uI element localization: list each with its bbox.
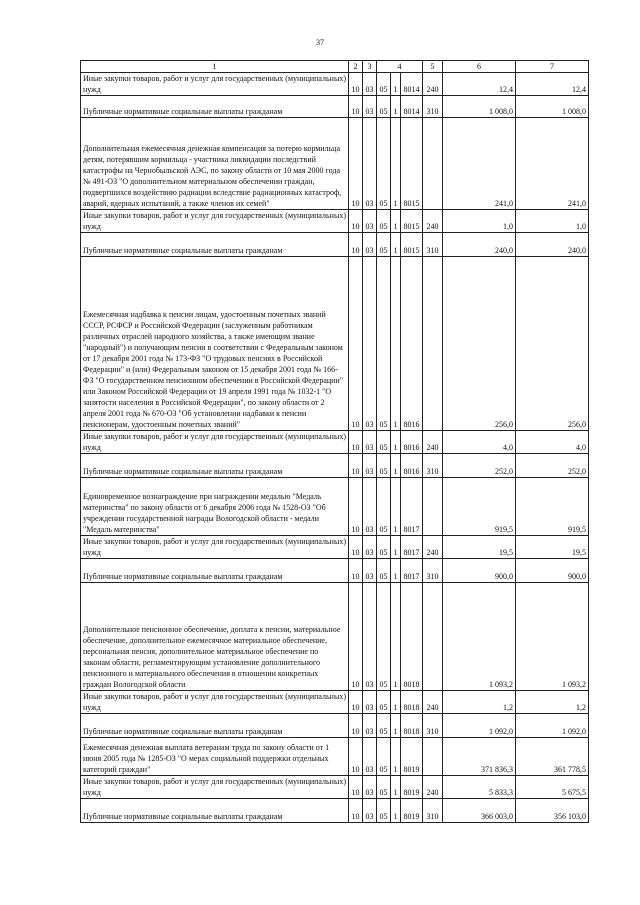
row-cell-c4a: 05 <box>377 96 391 118</box>
row-cell-c4b: 1 <box>391 73 401 96</box>
row-cell-c4c: 8015 <box>401 233 423 257</box>
row-cell-c3: 03 <box>363 536 377 559</box>
row-cell-c4b: 1 <box>391 799 401 823</box>
row-name-cell: Публичные нормативные социальные выплаты гражданам <box>81 454 349 478</box>
row-cell-c4c: 8019 <box>401 799 423 823</box>
row-cell-c5: 240 <box>423 431 443 454</box>
row-cell-c6: 12,4 <box>443 73 516 96</box>
row-cell-c3: 03 <box>363 714 377 738</box>
row-cell-c6: 1,0 <box>443 210 516 233</box>
row-cell-c2: 10 <box>349 536 363 559</box>
row-cell-c5: 310 <box>423 799 443 823</box>
row-cell-c3: 03 <box>363 559 377 583</box>
table-row <box>81 210 589 233</box>
row-cell-c4c: 8017 <box>401 478 423 536</box>
table-row <box>81 799 589 823</box>
row-cell-c3: 03 <box>363 73 377 96</box>
row-name-cell: Иные закупки товаров, работ и услуг для государственных (муниципальных) нужд <box>81 431 349 454</box>
row-cell-c4b: 1 <box>391 583 401 691</box>
row-cell-c4b: 1 <box>391 96 401 118</box>
row-cell-c5: 310 <box>423 96 443 118</box>
table-row <box>81 559 589 583</box>
row-cell-c2: 10 <box>349 233 363 257</box>
row-cell-c3: 03 <box>363 431 377 454</box>
row-name-cell: Ежемесячная денежная выплата ветеранам труда по закону области от 1 июня 2005 года № 1285-ОЗ "О мерах социальной поддержки отдельных категорий граждан" <box>81 738 349 776</box>
row-cell-c4b: 1 <box>391 233 401 257</box>
row-cell-c6: 19,5 <box>443 536 516 559</box>
row-name-cell: Иные закупки товаров, работ и услуг для государственных (муниципальных) нужд <box>81 691 349 714</box>
row-cell-c4a: 05 <box>377 691 391 714</box>
row-cell-c4b: 1 <box>391 691 401 714</box>
row-cell-c6: 252,0 <box>443 454 516 478</box>
row-cell-c7: 19,5 <box>516 536 589 559</box>
row-cell-c4c: 8016 <box>401 257 423 431</box>
row-cell-c2: 10 <box>349 478 363 536</box>
row-cell-c3: 03 <box>363 583 377 691</box>
row-cell-c2: 10 <box>349 257 363 431</box>
row-cell-c7: 361 778,5 <box>516 738 589 776</box>
row-cell-c5: 310 <box>423 454 443 478</box>
row-cell-c6: 1 008,0 <box>443 96 516 118</box>
row-cell-c4b: 1 <box>391 714 401 738</box>
row-cell-c4a: 05 <box>377 257 391 431</box>
row-cell-c4c: 8018 <box>401 583 423 691</box>
row-name-cell: Иные закупки товаров, работ и услуг для государственных (муниципальных) нужд <box>81 536 349 559</box>
table-row <box>81 478 589 536</box>
row-cell-c3: 03 <box>363 799 377 823</box>
row-cell-c2: 10 <box>349 454 363 478</box>
row-cell-c4a: 05 <box>377 738 391 776</box>
row-cell-c7: 356 103,0 <box>516 799 589 823</box>
row-name-cell: Иные закупки товаров, работ и услуг для государственных (муниципальных) нужд <box>81 73 349 96</box>
row-cell-c7: 240,0 <box>516 233 589 257</box>
row-name-cell: Дополнительное пенсионное обеспечение, доплата к пенсии, материальное обеспечение, дополнительное ежемесячное материальное обеспечение, персональная пенсия, дополнительное материальное обеспечение по законам области, регламентирующим установление дополнительного пенсионного и материального обеспечения в отношении конкретных граждан Вологодской области <box>81 583 349 691</box>
row-cell-c4c: 8016 <box>401 431 423 454</box>
row-name-cell: Публичные нормативные социальные выплаты гражданам <box>81 799 349 823</box>
row-cell-c4b: 1 <box>391 210 401 233</box>
row-cell-c4a: 05 <box>377 210 391 233</box>
row-cell-c3: 03 <box>363 233 377 257</box>
row-cell-c6: 1,2 <box>443 691 516 714</box>
row-cell-c4b: 1 <box>391 454 401 478</box>
row-cell-c4b: 1 <box>391 738 401 776</box>
row-cell-c3: 03 <box>363 478 377 536</box>
row-cell-c2: 10 <box>349 691 363 714</box>
row-cell-c2: 10 <box>349 210 363 233</box>
row-cell-c3: 03 <box>363 96 377 118</box>
row-cell-c6: 256,0 <box>443 257 516 431</box>
row-cell-c7: 1 008,0 <box>516 96 589 118</box>
table-row <box>81 96 589 118</box>
row-cell-c7: 1 092,0 <box>516 714 589 738</box>
row-cell-c4b: 1 <box>391 536 401 559</box>
row-cell-c3: 03 <box>363 691 377 714</box>
row-name-cell: Ежемесячная надбавка к пенсии лицам, удостоенным почетных званий СССР, РСФСР и Российской Федерации (заслуженным работникам различных отраслей народного хозяйства, а также имеющим звание "народный") и получающим пенсии в соответствии с Федеральным законом от 17 декабря 2001 года № 173-ФЗ "О трудовых пенсиях в Российской Федерации" и (или) Федеральным законом от 15 декабря 2001 года № 166-ФЗ "О государственном пенсионном обеспечении в Российской Федерации" или Законом Российской Федерации от 19 апреля 1991 года № 1032-1 "О занятости населения в Российской Федерации", по закону области от 2 апреля 2001 года № 670-ОЗ "Об установлении надбавки к пенсии пенсионерам, удостоенным почетных званий" <box>81 257 349 431</box>
row-cell-c7: 256,0 <box>516 257 589 431</box>
row-cell-c5: 240 <box>423 776 443 799</box>
row-cell-c5 <box>423 118 443 210</box>
row-name-cell: Дополнительная ежемесячная денежная компенсация за потерю кормильца детям, потерявшим кормильца - участника ликвидации последствий катастрофы на Чернобыльской АЭС, по закону области от 10 мая 2000 года № 491-ОЗ "О дополнительном материальном обеспечении граждан, подвергшихся воздействию радиации вследствие радиационных катастроф, аварий, ядерных испытаний, а также членов их семей" <box>81 118 349 210</box>
row-cell-c6: 900,0 <box>443 559 516 583</box>
row-cell-c4c: 8014 <box>401 96 423 118</box>
table-row <box>81 73 589 96</box>
row-cell-c4a: 05 <box>377 118 391 210</box>
row-cell-c4c: 8017 <box>401 536 423 559</box>
row-cell-c4a: 05 <box>377 714 391 738</box>
header-row <box>81 61 589 73</box>
row-cell-c3: 03 <box>363 454 377 478</box>
table-row <box>81 233 589 257</box>
row-cell-c5: 240 <box>423 73 443 96</box>
row-cell-c6: 1 092,0 <box>443 714 516 738</box>
row-cell-c4a: 05 <box>377 233 391 257</box>
page-number: 37 <box>316 38 324 47</box>
row-cell-c6: 1 093,2 <box>443 583 516 691</box>
header-cell-3: 3 <box>363 61 377 73</box>
row-cell-c4b: 1 <box>391 431 401 454</box>
header-cell-1: 1 <box>81 61 349 73</box>
row-cell-c4c: 8017 <box>401 559 423 583</box>
row-cell-c7: 1,2 <box>516 691 589 714</box>
row-cell-c6: 366 003,0 <box>443 799 516 823</box>
row-cell-c4a: 05 <box>377 431 391 454</box>
table-row <box>81 583 589 691</box>
row-cell-c7: 252,0 <box>516 454 589 478</box>
row-name-cell: Публичные нормативные социальные выплаты гражданам <box>81 96 349 118</box>
table-row <box>81 776 589 799</box>
row-cell-c4c: 8015 <box>401 210 423 233</box>
row-cell-c4a: 05 <box>377 776 391 799</box>
row-cell-c4c: 8014 <box>401 73 423 96</box>
row-cell-c4a: 05 <box>377 536 391 559</box>
row-cell-c4a: 05 <box>377 478 391 536</box>
row-cell-c5 <box>423 738 443 776</box>
table-row <box>81 118 589 210</box>
row-cell-c5: 240 <box>423 536 443 559</box>
row-name-cell: Иные закупки товаров, работ и услуг для государственных (муниципальных) нужд <box>81 776 349 799</box>
row-cell-c2: 10 <box>349 776 363 799</box>
row-name-cell: Единовременное вознаграждение при награждении медалью "Медаль материнства" по закону области от 6 декабря 2006 года № 1528-ОЗ "Об учреждении государственной награды Вологодской области - медали "Медаль материнства" <box>81 478 349 536</box>
row-cell-c6: 919,5 <box>443 478 516 536</box>
row-cell-c4a: 05 <box>377 454 391 478</box>
row-cell-c7: 1 093,2 <box>516 583 589 691</box>
header-cell-6: 6 <box>443 61 516 73</box>
row-cell-c7: 919,5 <box>516 478 589 536</box>
table-row <box>81 431 589 454</box>
row-cell-c2: 10 <box>349 431 363 454</box>
row-cell-c6: 4,0 <box>443 431 516 454</box>
row-cell-c3: 03 <box>363 776 377 799</box>
row-cell-c6: 240,0 <box>443 233 516 257</box>
table-row <box>81 454 589 478</box>
row-cell-c7: 1,0 <box>516 210 589 233</box>
header-cell-4: 4 <box>377 61 423 73</box>
header-cell-5: 5 <box>423 61 443 73</box>
row-name-cell: Иные закупки товаров, работ и услуг для государственных (муниципальных) нужд <box>81 210 349 233</box>
row-name-cell: Публичные нормативные социальные выплаты гражданам <box>81 714 349 738</box>
row-cell-c2: 10 <box>349 118 363 210</box>
row-cell-c3: 03 <box>363 257 377 431</box>
table-row <box>81 738 589 776</box>
row-name-cell: Публичные нормативные социальные выплаты гражданам <box>81 233 349 257</box>
row-cell-c4b: 1 <box>391 118 401 210</box>
row-cell-c4c: 8018 <box>401 714 423 738</box>
budget-table <box>80 60 589 823</box>
row-cell-c2: 10 <box>349 559 363 583</box>
row-cell-c6: 371 836,3 <box>443 738 516 776</box>
row-cell-c4c: 8016 <box>401 454 423 478</box>
row-cell-c4b: 1 <box>391 257 401 431</box>
table-body <box>81 73 589 823</box>
row-cell-c5: 240 <box>423 210 443 233</box>
row-cell-c4c: 8018 <box>401 691 423 714</box>
row-cell-c2: 10 <box>349 799 363 823</box>
row-cell-c2: 10 <box>349 96 363 118</box>
table-row <box>81 691 589 714</box>
row-cell-c5 <box>423 583 443 691</box>
row-cell-c7: 241,0 <box>516 118 589 210</box>
row-cell-c4c: 8015 <box>401 118 423 210</box>
row-cell-c5: 240 <box>423 691 443 714</box>
row-cell-c4c: 8019 <box>401 776 423 799</box>
row-cell-c5 <box>423 478 443 536</box>
row-cell-c7: 12,4 <box>516 73 589 96</box>
row-cell-c7: 4,0 <box>516 431 589 454</box>
row-cell-c7: 5 675,5 <box>516 776 589 799</box>
row-cell-c7: 900,0 <box>516 559 589 583</box>
row-cell-c5: 310 <box>423 714 443 738</box>
row-cell-c6: 5 833,3 <box>443 776 516 799</box>
row-cell-c4a: 05 <box>377 73 391 96</box>
table-row <box>81 257 589 431</box>
row-cell-c2: 10 <box>349 714 363 738</box>
row-cell-c5: 310 <box>423 233 443 257</box>
table-header <box>81 61 589 73</box>
header-cell-2: 2 <box>349 61 363 73</box>
row-cell-c3: 03 <box>363 210 377 233</box>
row-cell-c2: 10 <box>349 583 363 691</box>
row-cell-c2: 10 <box>349 738 363 776</box>
row-cell-c4a: 05 <box>377 583 391 691</box>
table-row <box>81 714 589 738</box>
header-cell-7: 7 <box>516 61 589 73</box>
row-name-cell: Публичные нормативные социальные выплаты гражданам <box>81 559 349 583</box>
row-cell-c2: 10 <box>349 73 363 96</box>
row-cell-c6: 241,0 <box>443 118 516 210</box>
row-cell-c4b: 1 <box>391 776 401 799</box>
row-cell-c5: 310 <box>423 559 443 583</box>
table-row <box>81 536 589 559</box>
row-cell-c3: 03 <box>363 738 377 776</box>
row-cell-c3: 03 <box>363 118 377 210</box>
row-cell-c4b: 1 <box>391 559 401 583</box>
row-cell-c4a: 05 <box>377 559 391 583</box>
row-cell-c5 <box>423 257 443 431</box>
row-cell-c4a: 05 <box>377 799 391 823</box>
row-cell-c4c: 8019 <box>401 738 423 776</box>
row-cell-c4b: 1 <box>391 478 401 536</box>
